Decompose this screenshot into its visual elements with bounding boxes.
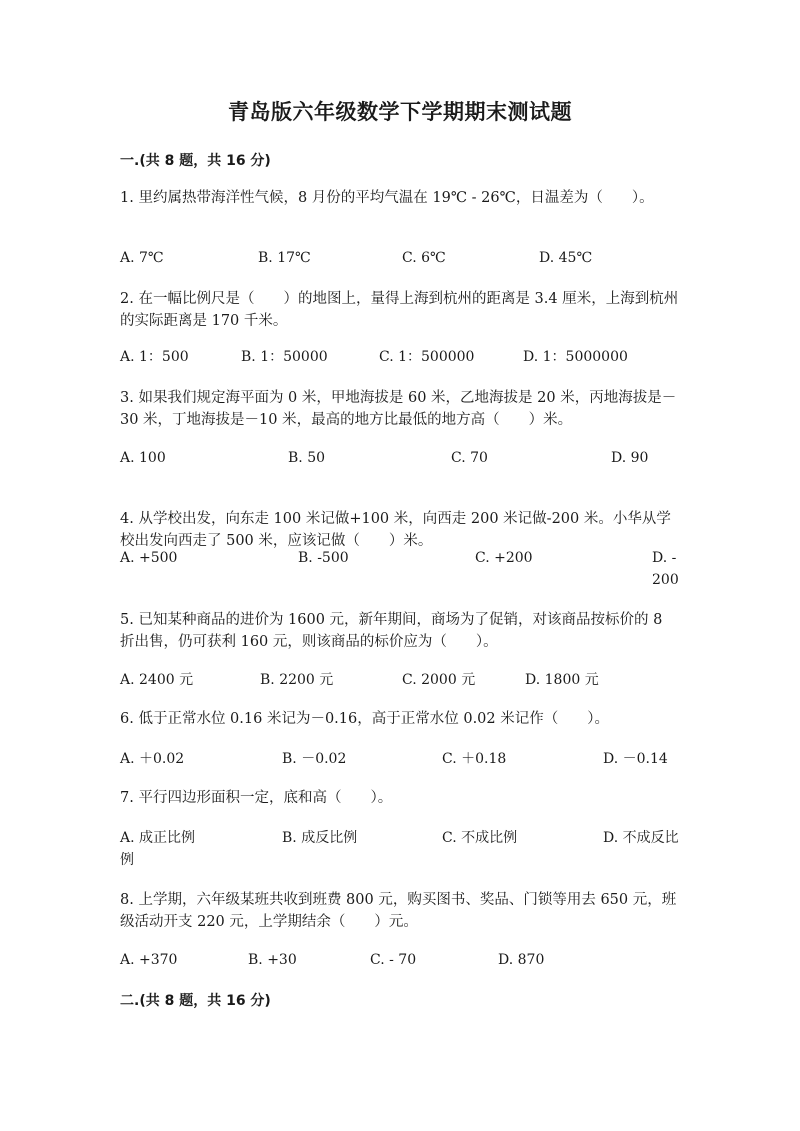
option-d: D. 90: [611, 450, 649, 466]
option-c: C. 6℃: [402, 250, 446, 266]
option-b: B. +30: [248, 952, 297, 968]
option-c: C. 1：500000: [379, 349, 475, 365]
option-d-wrap: [120, 547, 680, 591]
options-2: [120, 346, 680, 368]
options-5: [120, 669, 680, 691]
option-d: D. 1800 元: [525, 672, 599, 688]
option-a: A. 成正比例: [120, 830, 196, 846]
question-6: 6. 低于正常水位 0.16 米记为－0.16，高于正常水位 0.02 米记作（ ）。: [120, 711, 609, 727]
question-8: 8. 上学期，六年级某班共收到班费 800 元，购买图书、奖品、门锁等用去 650 元，班级活动开支 220 元，上学期结余（ ）元。: [120, 892, 677, 930]
option-a: A. 2400 元: [120, 672, 194, 688]
option-c: C. ＋0.18: [442, 751, 507, 767]
option-d: D. 1：5000000: [523, 349, 628, 365]
question-7: 7. 平行四边形面积一定，底和高（ ）。: [120, 790, 393, 806]
question-1: 1. 里约属热带海洋性气候，8 月份的平均气温在 19℃ - 26℃，日温差为（ ）。: [120, 190, 654, 206]
option-b: B. 2200 元: [260, 672, 334, 688]
option-a: A. 100: [120, 450, 166, 466]
options-1: [120, 247, 680, 269]
section-heading-2: 二.(共 8 题，共 16 分): [120, 993, 271, 1009]
option-c: C. - 70: [370, 952, 417, 968]
option-b: B. -500: [298, 550, 349, 566]
question-4: 4. 从学校出发，向东走 100 米记做+100 米，向西走 200 米记做-200 米。小华从学校出发向西走了 500 米，应该记做（ ）米。: [120, 511, 671, 549]
options-7: [120, 827, 680, 871]
option-b: B. 1：50000: [241, 349, 328, 365]
option-a: A. 7℃: [120, 250, 164, 266]
option-a: A. 1：500: [120, 349, 189, 365]
option-c: C. 70: [451, 450, 488, 466]
option-c: C. +200: [475, 550, 533, 566]
option-b: B. －0.02: [282, 751, 347, 767]
option-a: A. +370: [120, 952, 178, 968]
option-d: D. －0.14: [603, 751, 668, 767]
options-4: [120, 547, 680, 591]
option-b: B. 17℃: [258, 250, 311, 266]
option-d: D. 870: [498, 952, 545, 968]
option-d: D. 不成反比例: [120, 830, 679, 868]
section-heading-1: 一.(共 8 题，共 16 分): [120, 153, 271, 169]
option-b: B. 成反比例: [282, 830, 358, 846]
option-d: D. -200: [652, 550, 679, 588]
question-3: 3. 如果我们规定海平面为 0 米，甲地海拔是 60 米，乙地海拔是 20 米，丙地海拔是－30 米，丁地海拔是－10 米，最高的地方比最低的地方高（ ）米。: [120, 390, 677, 428]
option-d: D. 45℃: [539, 250, 593, 266]
option-a: A. +500: [120, 550, 178, 566]
option-b: B. 50: [288, 450, 326, 466]
options-8: [120, 949, 680, 971]
options-6: [120, 748, 680, 770]
option-a: A. ＋0.02: [120, 751, 185, 767]
options-3: [120, 447, 680, 469]
page-title: 青岛版六年级数学下学期期末测试题: [228, 100, 572, 124]
option-c: C. 不成比例: [442, 830, 518, 846]
option-c: C. 2000 元: [402, 672, 476, 688]
question-5: 5. 已知某种商品的进价为 1600 元，新年期间，商场为了促销，对该商品按标价的 8 折出售，仍可获利 160 元，则该商品的标价应为（ ）。: [120, 612, 663, 650]
question-2: 2. 在一幅比例尺是（ ）的地图上，量得上海到杭州的距离是 3.4 厘米，上海到杭州的实际距离是 170 千米。: [120, 291, 679, 329]
